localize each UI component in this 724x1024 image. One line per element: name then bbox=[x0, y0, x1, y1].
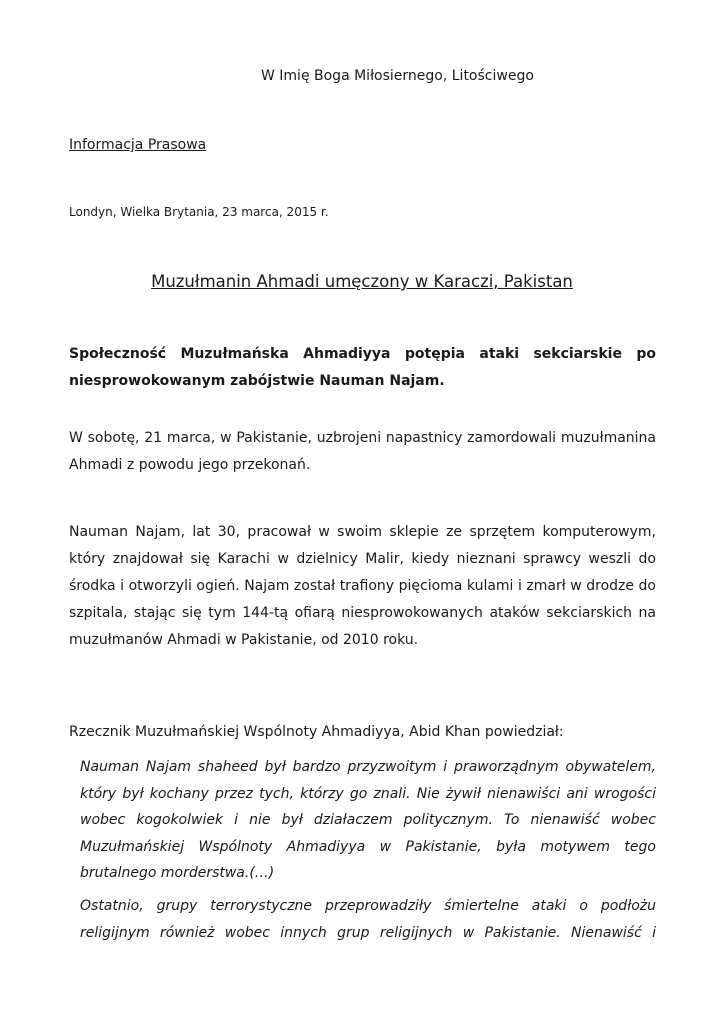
lead-paragraph: Społeczność Muzułmańska Ahmadiyya potępia ataki sekciarskie po niesprowokowanym zabójstwie Nauman Najam. bbox=[69, 346, 656, 389]
quote-paragraph: Ostatnio, grupy terrorystyczne przeprowadziły śmiertelne ataki o podłożu religijnym również wobec innych grup religijnych w Pakistanie. Nienawiść i bbox=[80, 898, 656, 941]
quote-paragraph: Nauman Najam shaheed był bardzo przyzwoitym i praworządnym obywatelem, który był kochany przez tych, którzy go znali. Nie żywił nienawiści ani wrogości wobec kogokolwiek i nie był działaczem politycznym. To nienawiść wobec Muzułmańskiej Wspólnoty Ahmadiyya w Pakistanie, była motywem tego brutalnego morderstwa.(…) bbox=[80, 759, 656, 881]
body-paragraph: W sobotę, 21 marca, w Pakistanie, uzbrojeni napastnicy zamordowali muzułmanina Ahmadi z powodu jego przekonań. bbox=[69, 430, 656, 473]
headline: Muzułmanin Ahmadi umęczony w Karaczi, Pakistan bbox=[151, 272, 573, 291]
invocation-line: W Imię Boga Miłosiernego, Litościwego bbox=[261, 68, 534, 84]
body-paragraph: Nauman Najam, lat 30, pracował w swoim sklepie ze sprzętem komputerowym, który znajdował się Karachi w dzielnicy Malir, kiedy nieznani sprawcy weszli do środka i otworzyli ogień. Najam został trafiony pięcioma kulami i zmarł w drodze do szpitala, stając się tym 144-tą ofiarą niesprowokowanych ataków sekciarskich na muzułmanów Ahmadi w Pakistanie, od 2010 roku. bbox=[69, 524, 656, 648]
press-release-label: Informacja Prasowa bbox=[69, 137, 207, 153]
quote-intro: Rzecznik Muzułmańskiej Wspólnoty Ahmadiyya, Abid Khan powiedział: bbox=[69, 724, 564, 740]
dateline: Londyn, Wielka Brytania, 23 marca, 2015 r. bbox=[69, 205, 329, 219]
